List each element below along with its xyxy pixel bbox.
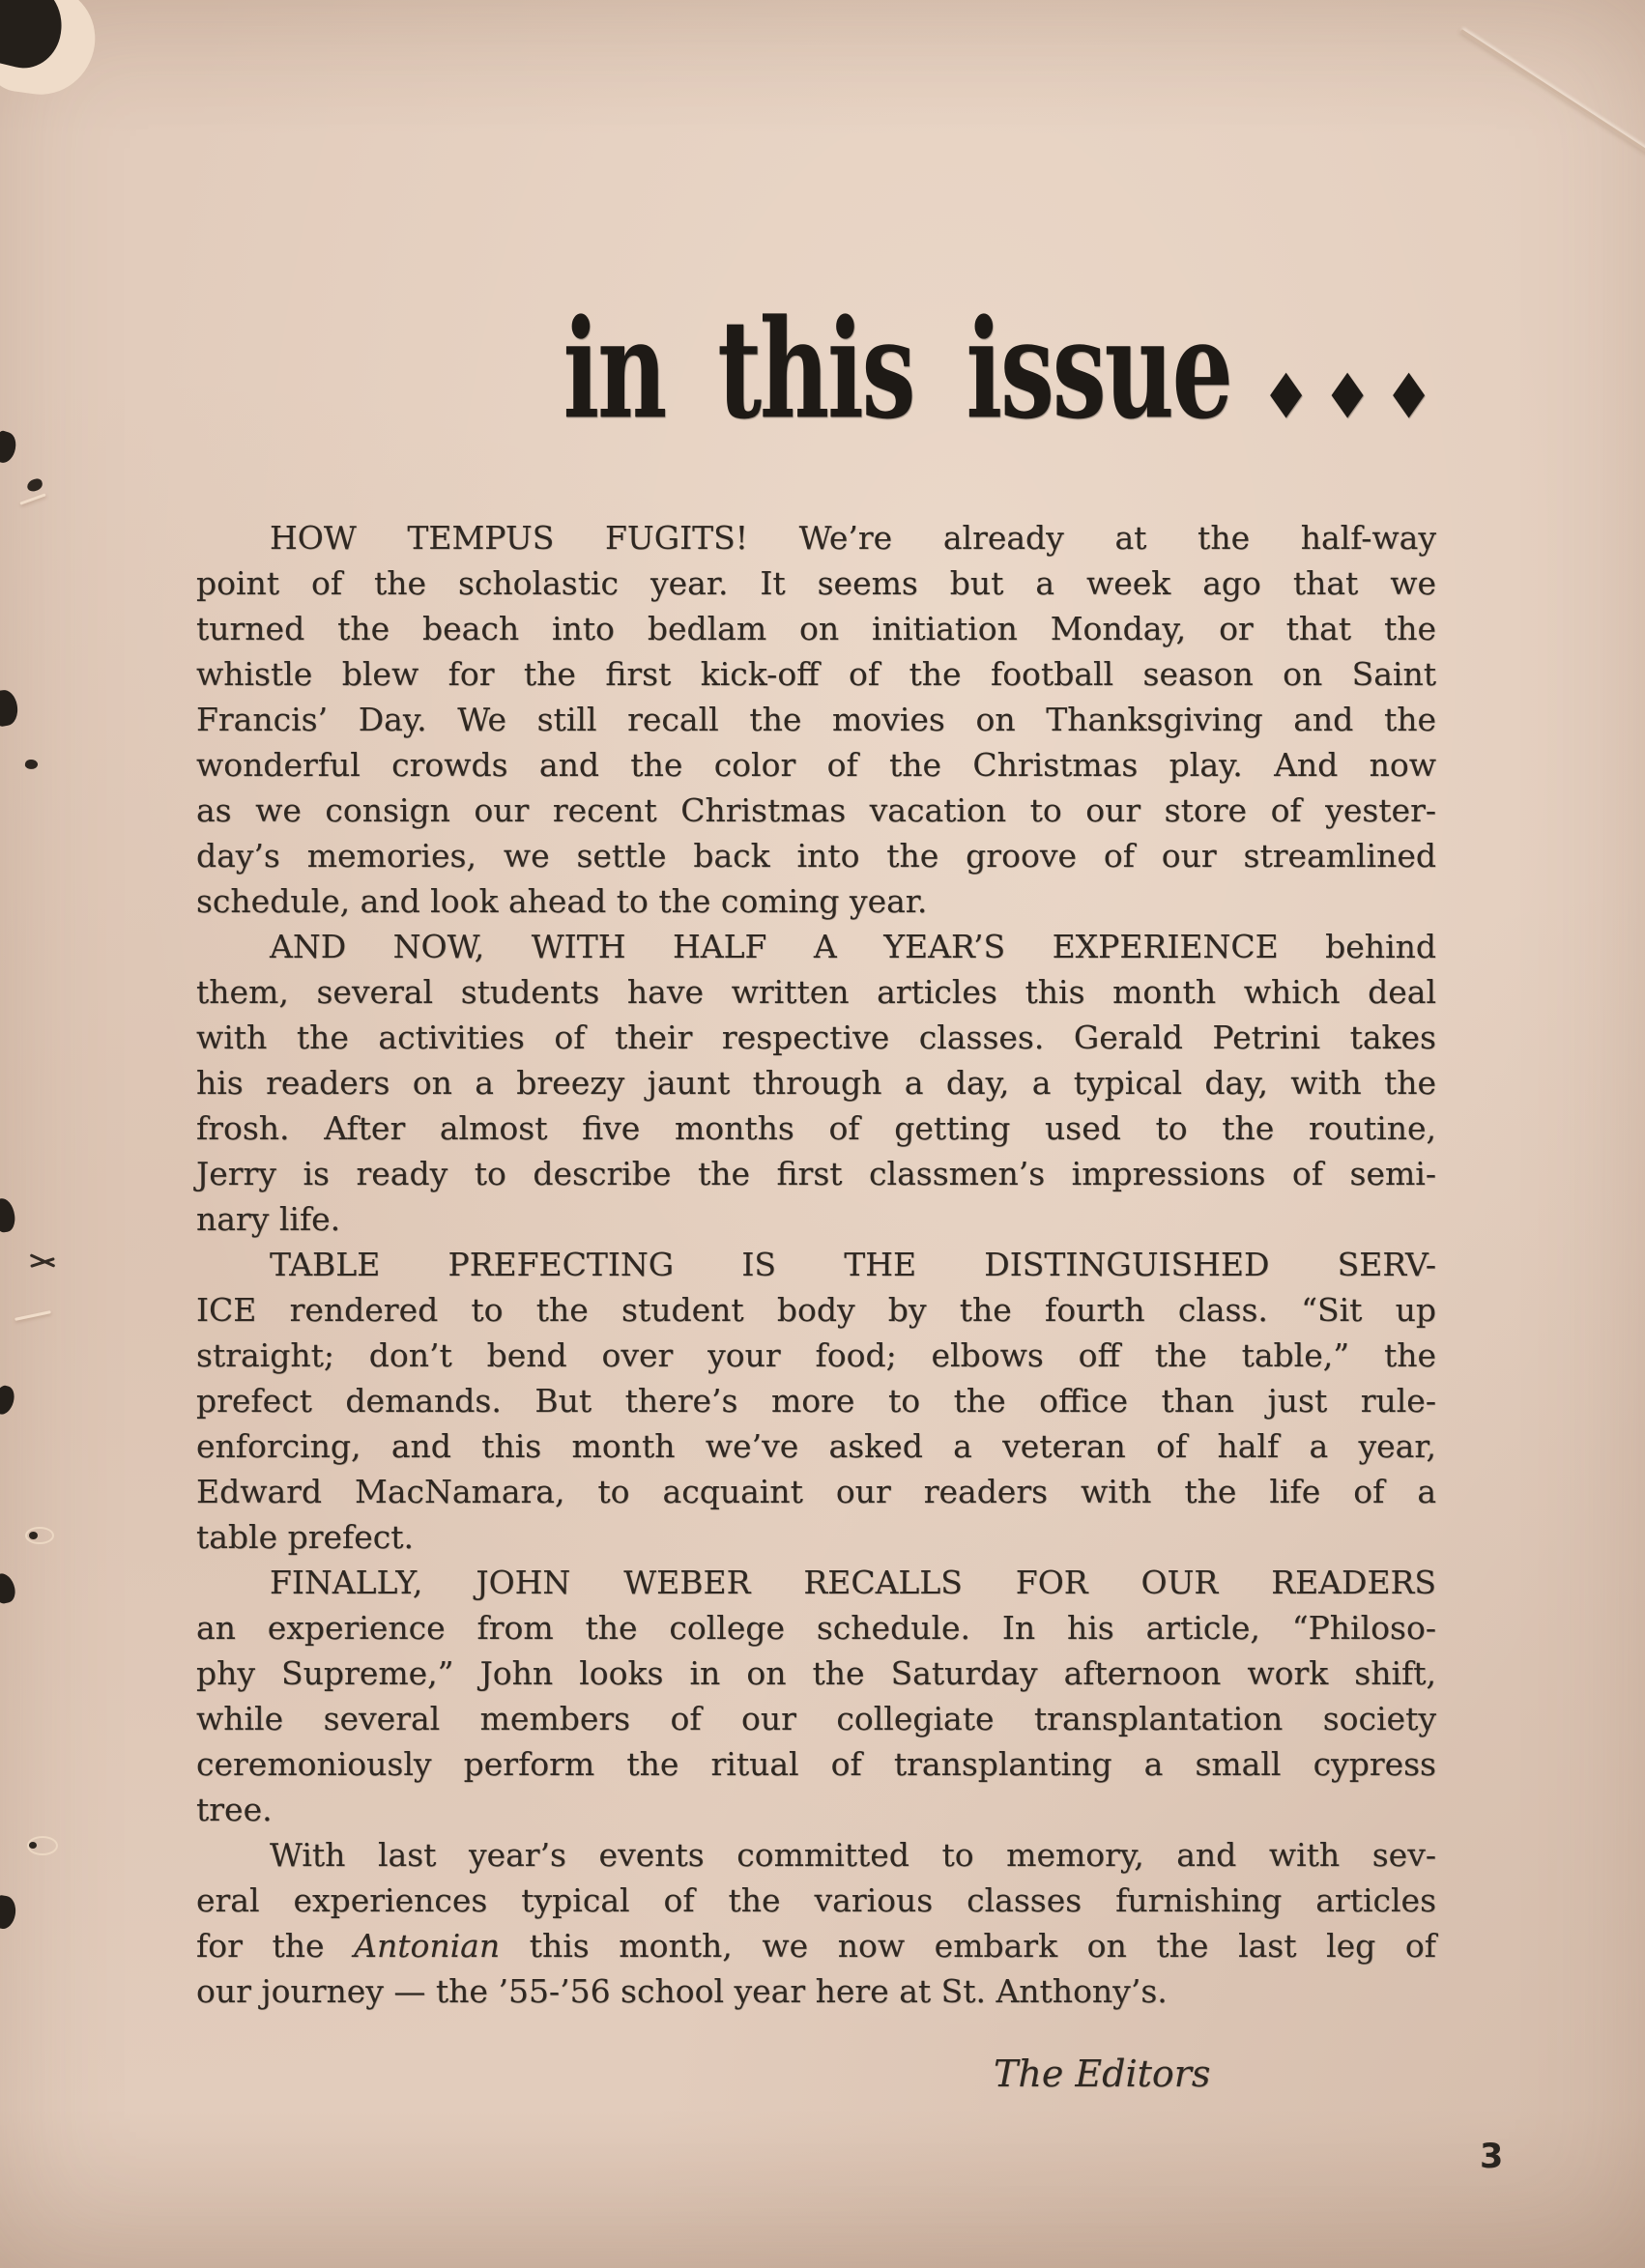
text-line: eral experiences typical of the various classes furnishing articles [196, 1881, 1436, 1919]
paper-tear-mark [0, 1571, 17, 1605]
text-line: ICE rendered to the student body by the fourth class. “Sit up [196, 1291, 1436, 1329]
paper-crease [14, 1310, 51, 1321]
text-line: nary life. [196, 1200, 341, 1238]
text-line: whistle blew for the first kick-off of the football season on Saint [196, 655, 1436, 693]
text-line: table prefect. [196, 1518, 415, 1556]
text-line: ceremoniously perform the ritual of transplanting a small cypress [196, 1745, 1436, 1783]
text-line: day’s memories, we settle back into the groove of our streamlined [196, 837, 1436, 875]
paragraph [196, 515, 1436, 924]
text-line: enforcing, and this month we’ve asked a veteran of half a year, [196, 1427, 1436, 1465]
paragraph [196, 924, 1436, 1242]
paper-crease [1460, 29, 1645, 158]
paragraph [196, 1242, 1436, 1560]
paper-speck [29, 1532, 38, 1539]
text-line: his readers on a breezy jaunt through a day, a typical day, with the [196, 1064, 1436, 1102]
paper-tear-mark [0, 1384, 17, 1417]
text-line: as we consign our recent Christmas vacation to our store of yester- [196, 791, 1436, 829]
editors-signature: The Editors [994, 2053, 1211, 2095]
paper-tear-mark [0, 1197, 16, 1234]
text-line: Jerry is ready to describe the first classmen’s impressions of semi- [196, 1155, 1436, 1192]
text-line: schedule, and look ahead to the coming year. [196, 882, 928, 920]
page-title-text: in this issue [563, 288, 1231, 449]
text-line: frosh. After almost five months of getting used to the routine, [196, 1109, 1436, 1147]
body-text [196, 515, 1436, 2014]
text-line: point of the scholastic year. It seems but a week ago that we [196, 564, 1436, 602]
paper-speck [24, 759, 39, 770]
text-line: turned the beach into bedlam on initiation Monday, or that the [196, 610, 1436, 647]
text-line: for the Antonian this month, we now embark on the last leg of [196, 1927, 1436, 1965]
text-line: FINALLY, JOHN WEBER RECALLS FOR OUR READERS [270, 1564, 1436, 1601]
paper-speck [26, 477, 44, 493]
text-line: our journey — the ’55-’56 school year here at St. Anthony’s. [196, 1972, 1168, 2010]
text-line: phy Supreme,” John looks in on the Saturday afternoon work shift, [196, 1654, 1436, 1692]
paragraph [196, 1832, 1436, 2014]
paper-tear-mark [0, 1894, 18, 1930]
paper-speck [29, 1842, 37, 1849]
text-line: prefect demands. But there’s more to the office than just rule- [196, 1382, 1436, 1420]
paper-tear-mark [0, 688, 20, 728]
title-dots: ◆◆◆ [1269, 357, 1454, 426]
italic-text: Antonian [354, 1927, 501, 1965]
text-line: them, several students have written articles this month which deal [196, 973, 1436, 1011]
text-line: Francis’ Day. We still recall the movies on Thanksgiving and the [196, 701, 1436, 738]
text-line: With last year’s events committed to memory, and with sev- [270, 1836, 1436, 1874]
text-line: while several members of our collegiate transplantation society [196, 1700, 1436, 1737]
text-line: tree. [196, 1791, 273, 1828]
paragraph [196, 1560, 1436, 1832]
page-title [563, 288, 1454, 449]
text-line: with the activities of their respective classes. Gerald Petrini takes [196, 1019, 1436, 1056]
paper-crease [19, 493, 45, 504]
text-line: an experience from the college schedule. In his article, “Philoso- [196, 1609, 1436, 1647]
paper-tear-mark [0, 429, 19, 465]
text-line: HOW TEMPUS FUGITS! We’re already at the half-way [270, 519, 1436, 557]
text-line: TABLE PREFECTING IS THE DISTINGUISHED SERV- [270, 1246, 1436, 1283]
text-line: AND NOW, WITH HALF A YEAR’S EXPERIENCE behind [270, 928, 1436, 965]
page-number: 3 [1480, 2138, 1504, 2176]
text-line: straight; don’t bend over your food; elbows off the table,” the [196, 1336, 1436, 1374]
text-line: wonderful crowds and the color of the Christmas play. And now [196, 746, 1436, 784]
text-line: Edward MacNamara, to acquaint our readers with the life of a [196, 1473, 1436, 1510]
